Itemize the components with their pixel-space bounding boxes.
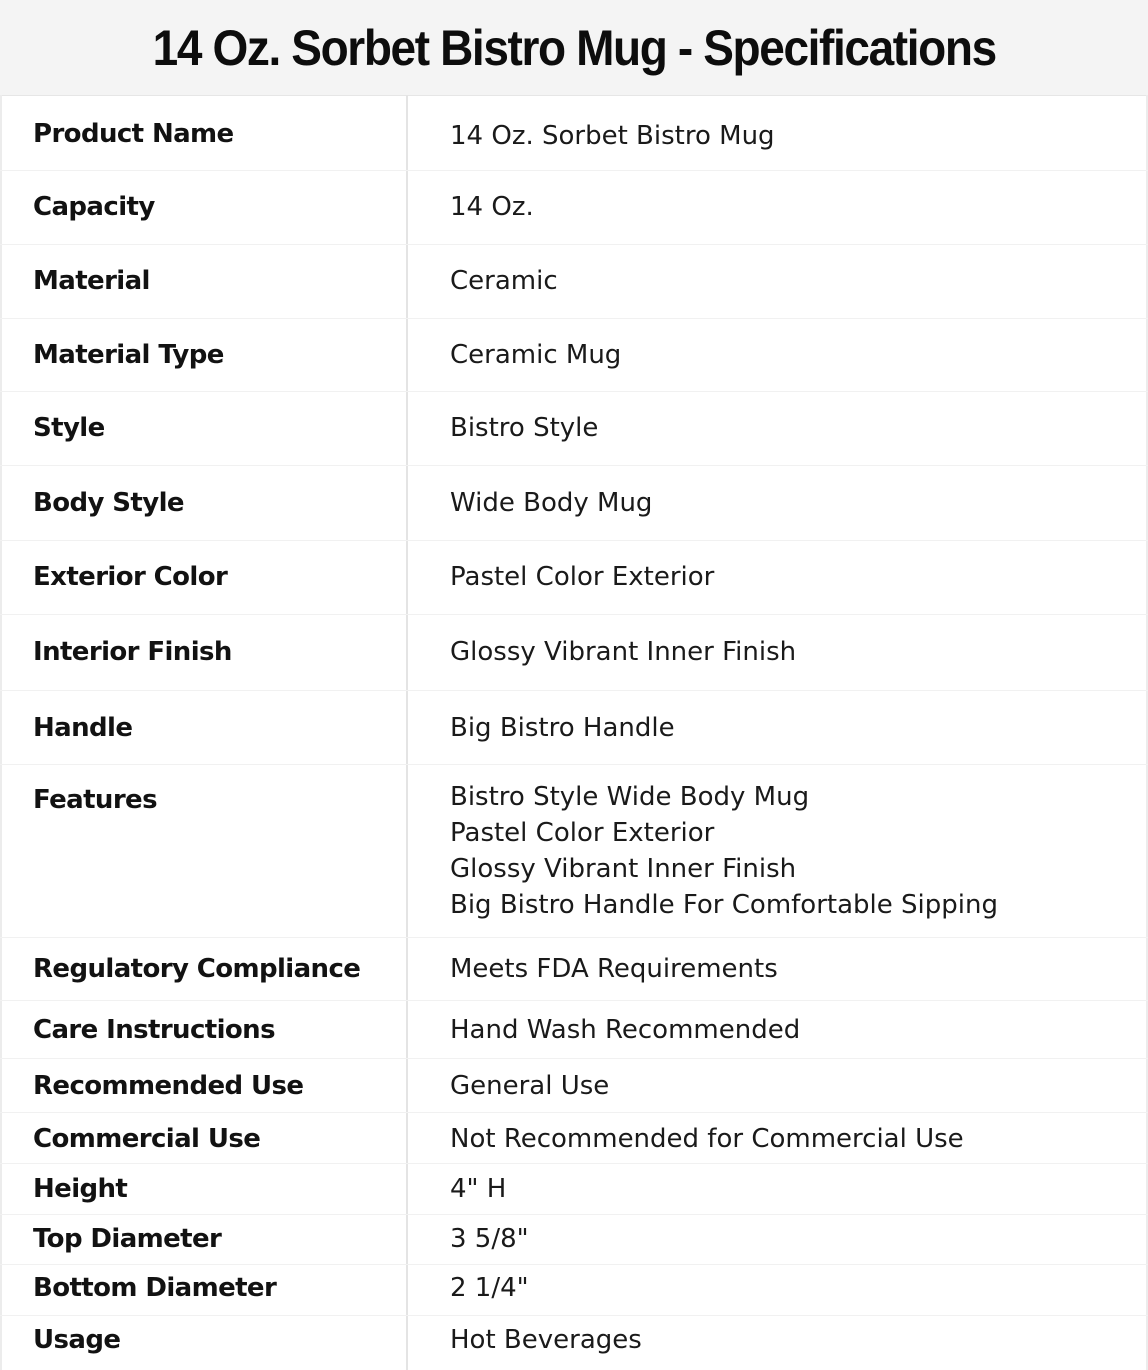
feature-line: Big Bistro Handle For Comfortable Sipping bbox=[450, 890, 998, 920]
spec-value-capacity: 14 Oz. bbox=[450, 192, 534, 222]
spec-value-care-instructions: Hand Wash Recommended bbox=[450, 1015, 801, 1045]
spec-label-bottom-diameter: Bottom Diameter bbox=[33, 1273, 277, 1303]
spec-value-style: Bistro Style bbox=[450, 413, 599, 443]
spec-label-material-type: Material Type bbox=[33, 340, 224, 370]
spec-label-height: Height bbox=[33, 1174, 128, 1204]
row-separator bbox=[0, 1315, 1148, 1316]
spec-value-top-diameter: 3 5/8" bbox=[450, 1224, 529, 1254]
row-separator bbox=[0, 690, 1148, 691]
spec-value-height: 4" H bbox=[450, 1174, 507, 1204]
row-separator bbox=[0, 1000, 1148, 1001]
row-separator bbox=[0, 170, 1148, 171]
spec-label-recommended-use: Recommended Use bbox=[33, 1071, 304, 1101]
spec-value-usage: Hot Beverages bbox=[450, 1325, 642, 1355]
feature-line: Pastel Color Exterior bbox=[450, 818, 715, 848]
spec-label-commercial-use: Commercial Use bbox=[33, 1124, 261, 1154]
feature-line: Glossy Vibrant Inner Finish bbox=[450, 854, 797, 884]
row-separator bbox=[0, 1112, 1148, 1113]
spec-value-regulatory-compliance: Meets FDA Requirements bbox=[450, 954, 778, 984]
page-title: 14 Oz. Sorbet Bistro Mug - Specifications bbox=[152, 19, 996, 76]
spec-label-style: Style bbox=[33, 413, 105, 443]
title-bar bbox=[0, 0, 1148, 96]
spec-value-handle: Big Bistro Handle bbox=[450, 713, 675, 743]
spec-label-usage: Usage bbox=[33, 1325, 121, 1355]
spec-label-body-style: Body Style bbox=[33, 488, 184, 518]
spec-label-product-name: Product Name bbox=[33, 119, 234, 149]
spec-value-recommended-use: General Use bbox=[450, 1071, 610, 1101]
row-separator bbox=[0, 764, 1148, 765]
row-separator bbox=[0, 1214, 1148, 1215]
row-separator bbox=[0, 391, 1148, 392]
spec-label-material: Material bbox=[33, 266, 150, 296]
row-separator bbox=[0, 318, 1148, 319]
column-divider bbox=[406, 95, 408, 1370]
spec-value-body-style: Wide Body Mug bbox=[450, 488, 653, 518]
row-separator bbox=[0, 614, 1148, 615]
spec-value-commercial-use: Not Recommended for Commercial Use bbox=[450, 1124, 964, 1154]
spec-label-interior-finish: Interior Finish bbox=[33, 637, 232, 667]
spec-label-regulatory-compliance: Regulatory Compliance bbox=[33, 954, 361, 984]
table-border-left bbox=[0, 95, 2, 1370]
row-separator bbox=[0, 1264, 1148, 1265]
row-separator bbox=[0, 465, 1148, 466]
spec-label-exterior-color: Exterior Color bbox=[33, 562, 228, 592]
spec-value-bottom-diameter: 2 1/4" bbox=[450, 1273, 529, 1303]
row-separator bbox=[0, 244, 1148, 245]
spec-label-care-instructions: Care Instructions bbox=[33, 1015, 275, 1045]
spec-label-handle: Handle bbox=[33, 713, 133, 743]
row-separator bbox=[0, 937, 1148, 938]
spec-label-capacity: Capacity bbox=[33, 192, 155, 222]
row-separator bbox=[0, 1058, 1148, 1059]
spec-value-material-type: Ceramic Mug bbox=[450, 340, 622, 370]
spec-value-exterior-color: Pastel Color Exterior bbox=[450, 562, 715, 592]
spec-label-top-diameter: Top Diameter bbox=[33, 1224, 222, 1254]
row-separator bbox=[0, 1163, 1148, 1164]
spec-label-features: Features bbox=[33, 785, 157, 815]
spec-value-material: Ceramic bbox=[450, 266, 558, 296]
spec-value-interior-finish: Glossy Vibrant Inner Finish bbox=[450, 637, 797, 667]
spec-value-features bbox=[450, 779, 998, 923]
spec-value-product-name: 14 Oz. Sorbet Bistro Mug bbox=[450, 121, 775, 151]
feature-line: Bistro Style Wide Body Mug bbox=[450, 782, 810, 812]
row-separator bbox=[0, 540, 1148, 541]
